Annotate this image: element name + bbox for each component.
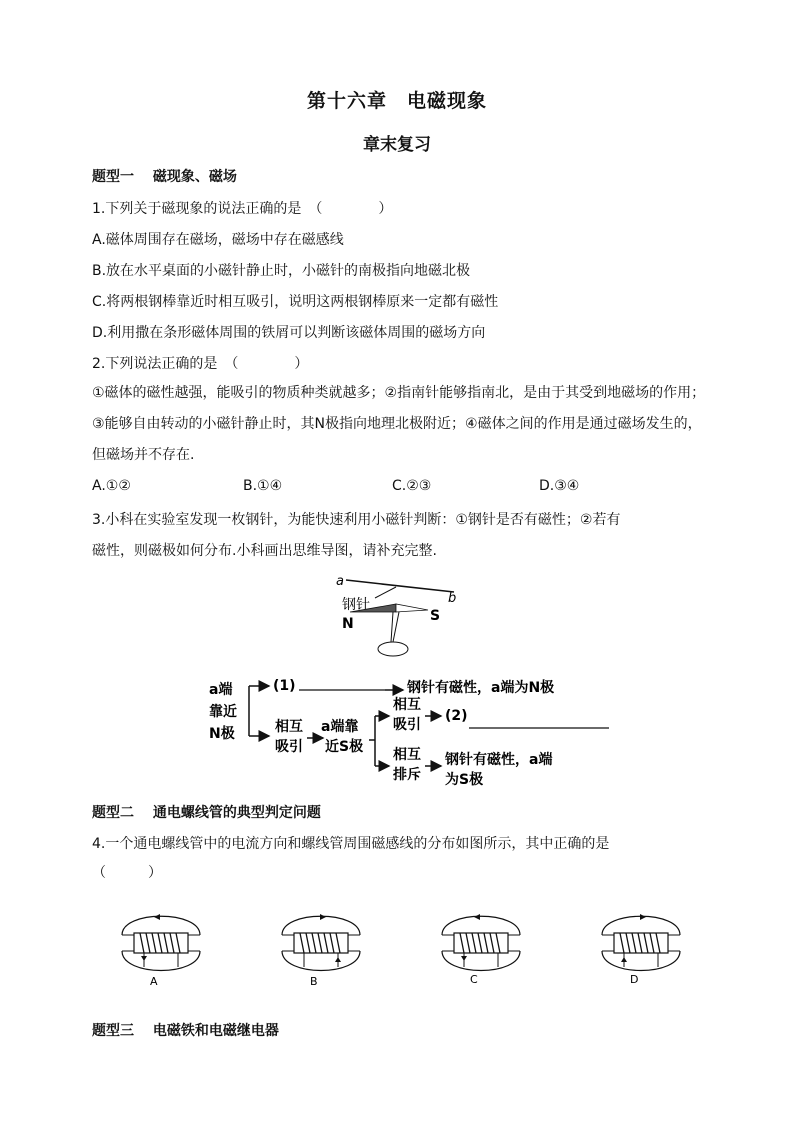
compass-s-label: S bbox=[430, 608, 441, 624]
compass-n-label: N bbox=[342, 616, 354, 632]
q2-option-d: D.③④ bbox=[539, 478, 580, 494]
needle-label: 钢针 bbox=[342, 597, 370, 613]
compass-s-half bbox=[396, 604, 428, 612]
solenoid-b bbox=[282, 914, 360, 988]
chapter-title: 第十六章 电磁现象 bbox=[306, 90, 487, 112]
map-near-s-line2: 近S极 bbox=[325, 739, 364, 755]
q2-option-a: A.①② bbox=[92, 478, 131, 494]
solenoid-a bbox=[122, 914, 200, 988]
map-attract2-line2: 吸引 bbox=[393, 717, 421, 733]
steel-needle bbox=[346, 580, 454, 592]
map-attract-line2: 吸引 bbox=[275, 739, 303, 755]
q4-answer-paren: （ ） bbox=[92, 865, 162, 881]
q3-stem-line2: 磁性，则磁极如何分布.小科画出思维导图，请补充完整. bbox=[92, 543, 437, 559]
map-repel-line1: 相互 bbox=[393, 747, 421, 763]
q1-stem: 1.下列关于磁现象的说法正确的是 （ ） bbox=[92, 201, 393, 217]
needle-end-a-label: a bbox=[336, 574, 344, 589]
map-attract2-line1: 相互 bbox=[393, 697, 421, 713]
question-type-3-heading: 题型三 电磁铁和电磁继电器 bbox=[92, 1023, 279, 1039]
map-blank-1: (1) bbox=[273, 678, 296, 694]
q2-stem: 2.下列说法正确的是 （ ） bbox=[92, 356, 309, 372]
q3-stem-line1: 3.小科在实验室发现一枚钢针，为能快速利用小磁针判断：①钢针是否有磁性；②若有 bbox=[92, 512, 621, 528]
map-start-line1: a端 bbox=[209, 682, 233, 698]
q1-option-d: D.利用撒在条形磁体周围的铁屑可以判断该磁体周围的磁场方向 bbox=[92, 325, 486, 341]
needle-compass-figure bbox=[330, 570, 480, 665]
map-near-s-line1: a端靠 bbox=[321, 719, 359, 735]
solenoid-a-label: A bbox=[150, 975, 158, 988]
section-title: 章末复习 bbox=[363, 135, 431, 155]
q2-option-b: B.①④ bbox=[243, 478, 283, 494]
compass-stand bbox=[391, 612, 393, 642]
map-start-line3: N极 bbox=[209, 726, 235, 742]
map-blank-2: (2) bbox=[445, 708, 468, 724]
solenoid-c-label: C bbox=[470, 973, 478, 986]
q2-statements: ①磁体的磁性越强，能吸引的物质种类就越多；②指南针能够指南北，是由于其受到地磁场的作用；③能够自由转动的小磁针静止时，其N极指向地理北极附近；④磁体之间的作用是通过磁场发生的，但磁场并不存在. bbox=[92, 385, 706, 463]
compass-base bbox=[378, 642, 408, 656]
q2-option-c: C.②③ bbox=[392, 478, 432, 494]
map-result-1: 钢针有磁性，a端为N极 bbox=[407, 680, 555, 696]
map-result-2-line2: 为S极 bbox=[445, 772, 484, 788]
q1-option-b: B.放在水平桌面的小磁针静止时，小磁针的南极指向地磁北极 bbox=[92, 263, 471, 279]
q1-option-c: C.将两根钢棒靠近时相互吸引，说明这两根钢棒原来一定都有磁性 bbox=[92, 294, 499, 310]
solenoid-c bbox=[442, 914, 520, 986]
map-result-2-line1: 钢针有磁性，a端 bbox=[445, 752, 553, 768]
map-repel-line2: 排斥 bbox=[393, 767, 421, 783]
mind-map-diagram bbox=[205, 670, 625, 790]
solenoid-d-label: D bbox=[630, 973, 639, 986]
question-type-1-heading: 题型一 磁现象、磁场 bbox=[92, 169, 237, 185]
solenoid-d bbox=[602, 914, 680, 986]
question-type-2-heading: 题型二 通电螺线管的典型判定问题 bbox=[92, 805, 321, 821]
map-start-line2: 靠近 bbox=[209, 704, 237, 720]
q1-option-a: A.磁体周围存在磁场，磁场中存在磁感线 bbox=[92, 232, 344, 248]
q4-stem: 4.一个通电螺线管中的电流方向和螺线管周围磁感线的分布如图所示，其中正确的是 bbox=[92, 836, 610, 852]
needle-label-leader bbox=[375, 587, 396, 598]
needle-end-b-label: b bbox=[448, 591, 457, 606]
solenoid-options-figure bbox=[110, 905, 710, 995]
map-attract-line1: 相互 bbox=[275, 719, 303, 735]
solenoid-b-label: B bbox=[310, 975, 318, 988]
